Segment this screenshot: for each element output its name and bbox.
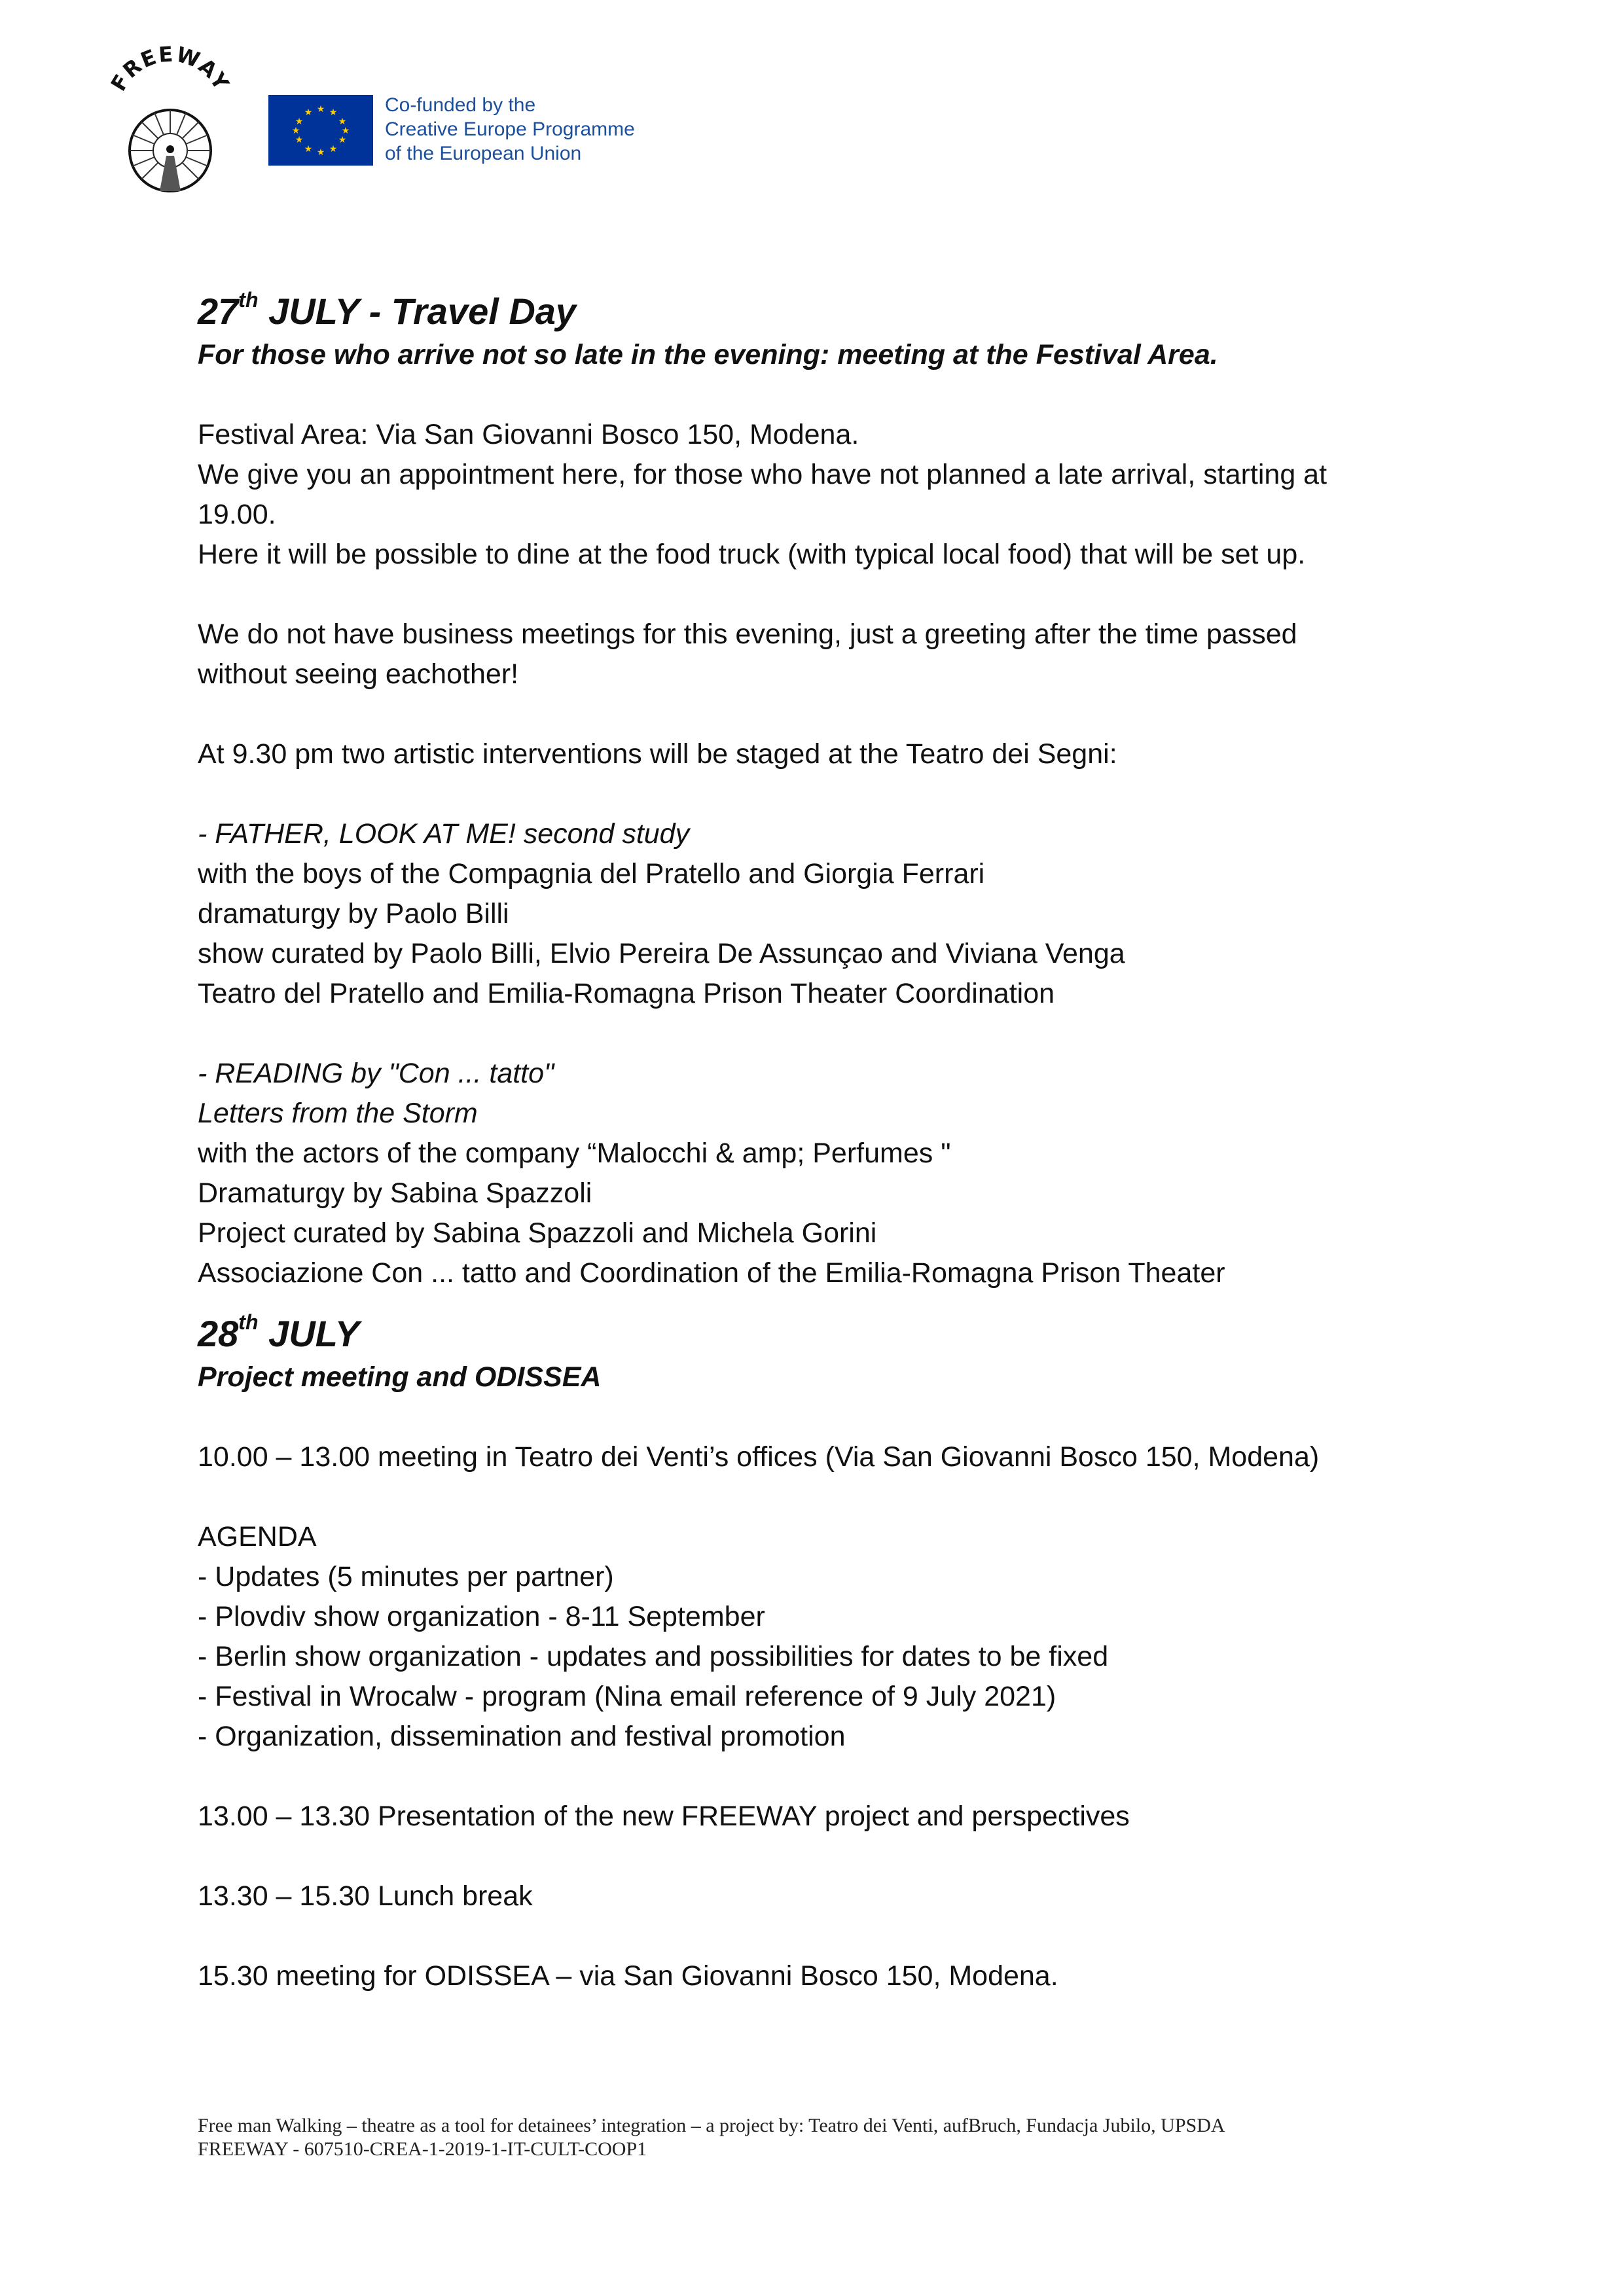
agenda-item: - Updates (5 minutes per partner) (198, 1561, 614, 1592)
eu-cofunding-text (385, 93, 778, 166)
show-detail: Project curated by Sabina Spazzoli and Michela Gorini (198, 1217, 877, 1249)
paragraph: 19.00. (198, 499, 276, 530)
show-detail: dramaturgy by Paolo Billi (198, 898, 509, 929)
svg-text:★: ★ (291, 126, 300, 136)
svg-text:★: ★ (329, 107, 338, 118)
svg-text:★: ★ (304, 107, 313, 118)
paragraph: Festival Area: Via San Giovanni Bosco 150, Modena. (198, 419, 859, 450)
paragraph: without seeing eachother! (198, 658, 519, 690)
agenda-item: - Organization, dissemination and festival promotion (198, 1721, 846, 1752)
paragraph: We give you an appointment here, for those who have not planned a late arrival, starting at (198, 459, 1327, 490)
eu-text-line: of the European Union (385, 143, 582, 164)
paragraph: 15.30 meeting for ODISSEA – via San Giovanni Bosco 150, Modena. (198, 1960, 1058, 1992)
show-subtitle: Letters from the Storm (198, 1098, 478, 1129)
paragraph: 13.00 – 13.30 Presentation of the new FREEWAY project and perspectives (198, 1801, 1130, 1832)
eu-text-line: Creative Europe Programme (385, 118, 635, 140)
freeway-logo (105, 39, 236, 196)
svg-text:★: ★ (338, 135, 347, 145)
show-title: - READING by "Con ... tatto" (198, 1058, 554, 1089)
svg-text:FREEWAY: FREEWAY (105, 41, 235, 96)
svg-text:★: ★ (329, 144, 338, 154)
svg-text:★: ★ (338, 117, 347, 127)
show-detail: Dramaturgy by Sabina Spazzoli (198, 1177, 592, 1209)
page-footer (198, 2114, 1441, 2161)
svg-text:★: ★ (316, 147, 325, 158)
paragraph: 10.00 – 13.00 meeting in Teatro dei Venti’s offices (Via San Giovanni Bosco 150, Modena) (198, 1441, 1320, 1473)
show-detail: with the actors of the company “Malocchi & amp; Perfumes " (198, 1138, 951, 1169)
section-subtitle: Project meeting and ODISSEA (198, 1361, 602, 1393)
agenda-title: AGENDA (198, 1521, 317, 1552)
section-subtitle: For those who arrive not so late in the evening: meeting at the Festival Area. (198, 339, 1218, 370)
show-detail: Associazione Con ... tatto and Coordination of the Emilia-Romagna Prison Theater (198, 1257, 1225, 1289)
eu-text-line: Co-funded by the (385, 94, 536, 116)
agenda-item: - Plovdiv show organization - 8-11 September (198, 1601, 765, 1632)
eu-flag-icon (268, 95, 373, 166)
svg-text:★: ★ (304, 144, 313, 154)
document-body (198, 288, 1441, 1996)
footer-line: FREEWAY - 607510-CREA-1-2019-1-IT-CULT-COOP1 (198, 2138, 647, 2160)
paragraph: Here it will be possible to dine at the food truck (with typical local food) that will be set up. (198, 539, 1306, 570)
paragraph: At 9.30 pm two artistic interventions will be staged at the Teatro dei Segni: (198, 738, 1117, 770)
show-detail: show curated by Paolo Billi, Elvio Pereira De Assunçao and Viviana Venga (198, 938, 1125, 969)
svg-text:★: ★ (341, 126, 350, 136)
agenda-item: - Festival in Wrocalw - program (Nina email reference of 9 July 2021) (198, 1681, 1056, 1712)
agenda-item: - Berlin show organization - updates and possibilities for dates to be fixed (198, 1641, 1109, 1672)
svg-text:★: ★ (295, 135, 304, 145)
show-detail: with the boys of the Compagnia del Pratello and Giorgia Ferrari (198, 858, 985, 889)
footer-line: Free man Walking – theatre as a tool for detainees’ integration – a project by: Teatro dei Venti, aufBruch, Fundacja Jubilo, UPSDA (198, 2115, 1225, 2136)
section-title-27-july: 27th JULY - Travel Day (198, 288, 577, 332)
page-header (105, 39, 759, 196)
paragraph: 13.30 – 15.30 Lunch break (198, 1880, 533, 1912)
paragraph: We do not have business meetings for this evening, just a greeting after the time passed (198, 619, 1297, 650)
svg-text:★: ★ (316, 104, 325, 115)
show-title: - FATHER, LOOK AT ME! second study (198, 818, 690, 850)
show-detail: Teatro del Pratello and Emilia-Romagna Prison Theater Coordination (198, 978, 1055, 1009)
section-title-28-july: 28th JULY (198, 1310, 360, 1354)
svg-text:★: ★ (295, 117, 304, 127)
